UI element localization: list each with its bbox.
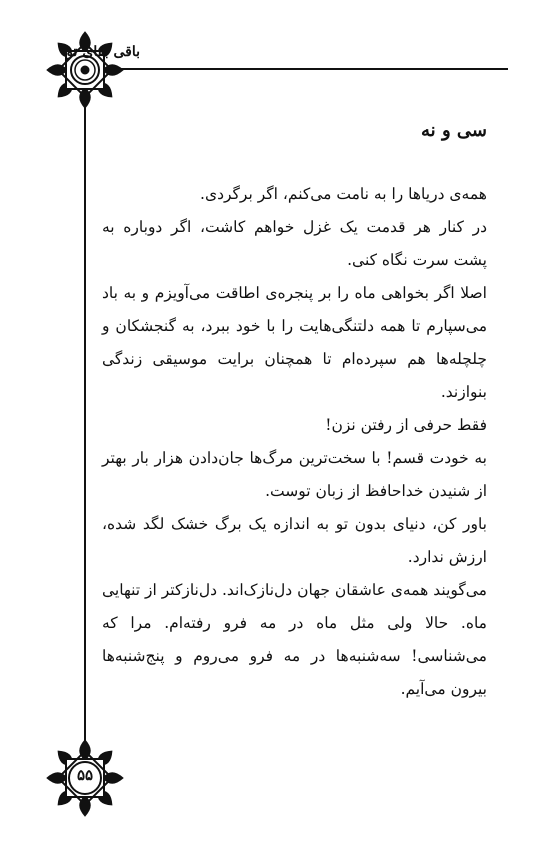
paragraph: می‌گویند همه‌ی عاشقان جهان دل‌نازک‌اند. دل‌نازکتر از تنهایی ماه. حالا ولی مثل ماه در مه فرو رفته‌ام. مرا که می‌شناسی! سه‌شنبه‌ها در مه فرو می‌روم و پنج‌شنبه‌ها بیرون می‌آیم. xyxy=(102,581,487,698)
header-rule xyxy=(98,68,508,70)
page-number: ۵۵ xyxy=(76,766,94,784)
paragraph: اصلا اگر بخواهی ماه را بر پنجره‌ی اطاقت می‌آویزم و به باد می‌سپارم تا همه دلتنگی‌هایت را با خود ببرد، به گنجشکان و چلچله‌ها هم سپرده‌ام تا همچنان برایت موسیقی زندگی بنوازند. xyxy=(102,284,487,401)
running-header-title: باقی بقای تو xyxy=(66,44,140,60)
side-rule xyxy=(84,90,86,750)
paragraph: به خودت قسم! با سخت‌ترین مرگ‌ها جان‌دادن هزار بار بهتر از شنیدن خداحافظ از زبان توست. xyxy=(102,449,487,500)
body-text xyxy=(102,178,487,706)
paragraph: فقط حرفی از رفتن نزن! xyxy=(325,416,487,434)
paragraph: باور کن، دنیای بدون تو به اندازه یک برگ خشک لگد شده، ارزش ندارد. xyxy=(102,515,487,566)
section-title: سی و نه xyxy=(421,120,487,141)
paragraph: همه‌ی دریاها را به نامت می‌کنم، اگر برگردی. xyxy=(200,185,487,203)
paragraph: در کنار هر قدمت یک غزل خواهم کاشت، اگر دوباره به پشت سرت نگاه کنی. xyxy=(102,218,487,269)
floral-rosette-icon xyxy=(45,30,125,110)
